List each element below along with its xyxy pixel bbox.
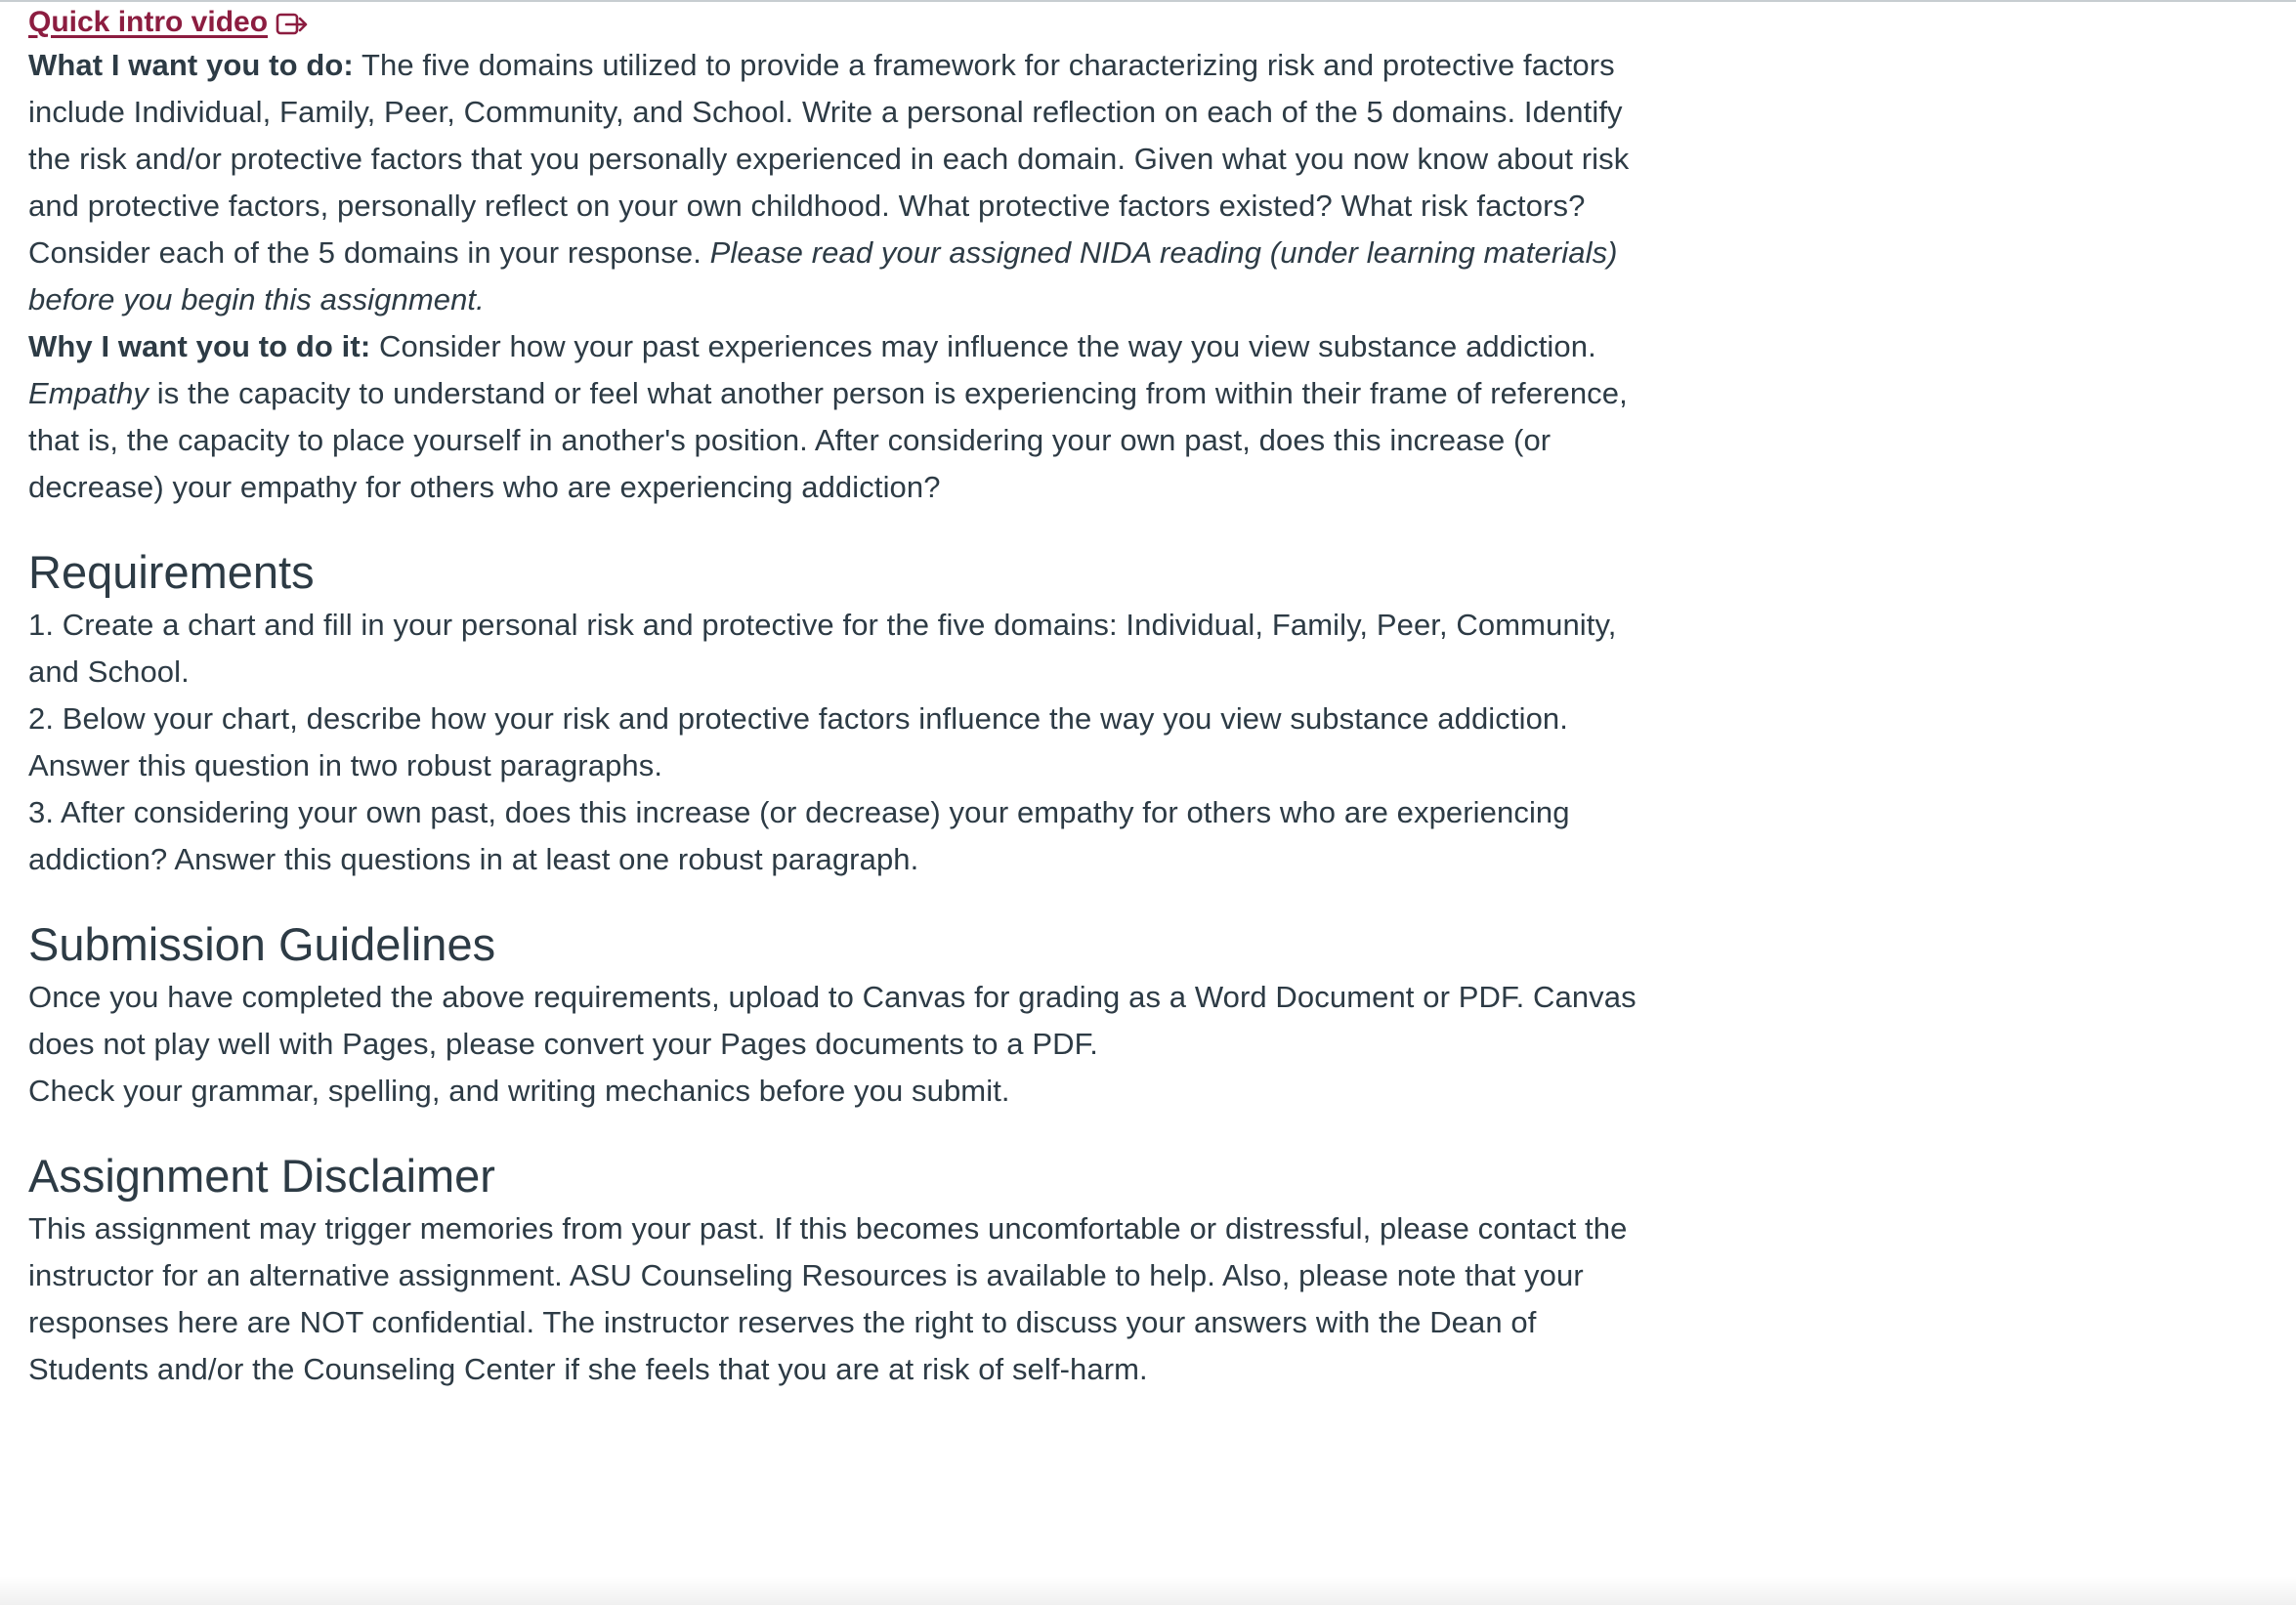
what-i-want-label: What I want you to do: — [28, 48, 354, 82]
assignment-content — [28, 2, 1655, 1393]
requirement-item: 2. Below your chart, describe how your risk and protective factors influence the way you view substance addiction. Answer this question in two robust paragraphs. — [28, 701, 1568, 782]
empathy-term: Empathy — [28, 376, 149, 410]
requirement-item: 3. After considering your own past, does this increase (or decrease) your empathy for others who are experiencing addiction? Answer this questions in at least one robust paragraph. — [28, 795, 1570, 876]
requirement-item: 1. Create a chart and fill in your personal risk and protective for the five domains: Individual, Family, Peer, Community, and School. — [28, 608, 1617, 689]
bottom-shadow — [0, 1576, 2296, 1605]
external-link-icon[interactable] — [276, 8, 309, 33]
assignment-disclaimer-heading: Assignment Disclaimer — [28, 1150, 495, 1202]
grammar-check-paragraph: Check your grammar, spelling, and writing mechanics before you submit. — [28, 1074, 1010, 1108]
submission-guidelines-heading: Submission Guidelines — [28, 918, 496, 970]
quick-intro-video-link[interactable]: Quick intro video — [28, 6, 269, 38]
why-text-continued: is the capacity to understand or feel what another person is experiencing from within their frame of reference, that is, the capacity to place yourself in another's position. After considering your own past, does this increase (or decrease) your empathy for others who are experiencing addiction? — [28, 376, 1628, 504]
requirements-heading: Requirements — [28, 546, 315, 598]
why-paragraph — [28, 323, 1655, 511]
what-i-want-paragraph — [28, 42, 1655, 323]
submission-paragraph: Once you have completed the above requirements, upload to Canvas for grading as a Word Document or PDF. Canvas does not play well with Pages, please convert your Pages documents to a PDF. — [28, 980, 1637, 1061]
why-label: Why I want you to do it: — [28, 329, 371, 363]
nida-reading-note: Please read your assigned NIDA reading (under learning materials) before you begin this assignment. — [28, 235, 1618, 317]
disclaimer-paragraph: This assignment may trigger memories from your past. If this becomes uncomfortable or distressful, please contact the instructor for an alternative assignment. ASU Counseling Resources is available to help. Also, please note that your responses here are NOT confidential. The instructor reserves the right to discuss your answers with the Dean of Students and/or the Counseling Center if she feels that you are at risk of self-harm. — [28, 1211, 1628, 1386]
what-i-want-text: The five domains utilized to provide a framework for characterizing risk and protective factors include Individual, Family, Peer, Community, and School. Write a personal reflection on each of the 5 domains. Identify the risk and/or protective factors that you personally experienced in each domain. Given what you now know about risk and protective factors, personally reflect on your own childhood. What protective factors existed? What risk factors? Consider each of the 5 domains in your response. — [28, 48, 1630, 270]
why-text: Consider how your past experiences may influence the way you view substance addiction. — [370, 329, 1596, 363]
intro-video-row — [28, 2, 1655, 42]
